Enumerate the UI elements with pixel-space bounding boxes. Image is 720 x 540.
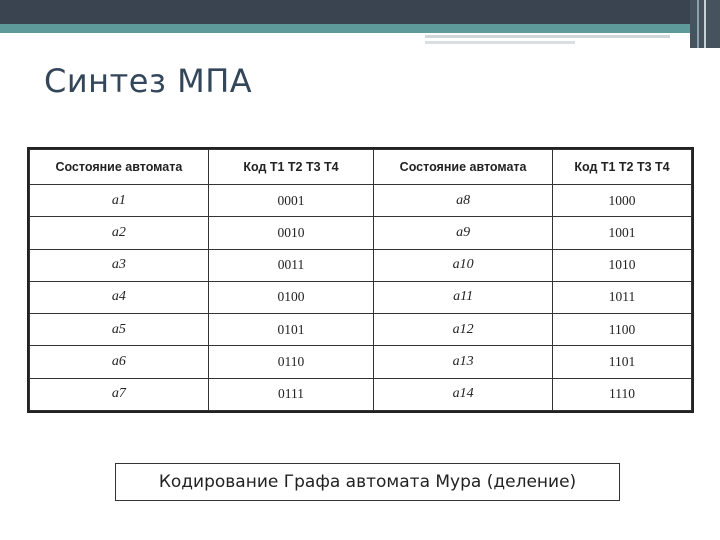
code-cell: 1100 (552, 314, 691, 346)
table-row (30, 314, 692, 346)
slide-title: Синтез МПА (44, 62, 253, 100)
state-cell: a13 (374, 346, 553, 378)
table-row (30, 281, 692, 313)
state-cell: a5 (30, 314, 209, 346)
state-cell: a12 (374, 314, 553, 346)
table-row (30, 217, 692, 249)
header-corner-stripe (704, 0, 706, 48)
caption-text: Кодирование Графа автомата Мура (деление) (158, 472, 577, 492)
code-cell: 0001 (208, 185, 374, 217)
code-cell: 0101 (208, 314, 374, 346)
code-cell: 1110 (552, 378, 691, 410)
state-cell: a1 (30, 185, 209, 217)
code-cell: 1001 (552, 217, 691, 249)
header-band-accent (0, 24, 690, 33)
state-cell: a6 (30, 346, 209, 378)
header-code-left: Код T1 T2 T3 T4 (208, 150, 374, 185)
state-cell: a4 (30, 281, 209, 313)
header-light-line (425, 35, 670, 38)
table-row (30, 346, 692, 378)
state-cell: a7 (30, 378, 209, 410)
code-cell: 0111 (208, 378, 374, 410)
header-code-right: Код T1 T2 T3 T4 (552, 150, 691, 185)
state-cell: a8 (374, 185, 553, 217)
state-code-table-grid (29, 149, 692, 411)
state-cell: a2 (30, 217, 209, 249)
state-cell: a14 (374, 378, 553, 410)
header-state-right: Состояние автомата (374, 150, 553, 185)
code-cell: 0010 (208, 217, 374, 249)
code-cell: 1000 (552, 185, 691, 217)
table-row (30, 249, 692, 281)
code-cell: 0110 (208, 346, 374, 378)
state-code-table (27, 147, 694, 413)
state-cell: a9 (374, 217, 553, 249)
code-cell: 1101 (552, 346, 691, 378)
header-band-dark (0, 0, 720, 24)
table-row (30, 185, 692, 217)
state-cell: a3 (30, 249, 209, 281)
state-cell: a11 (374, 281, 553, 313)
caption-box (115, 463, 620, 501)
header-light-line (425, 41, 575, 44)
code-cell: 0100 (208, 281, 374, 313)
table-row (30, 378, 692, 410)
code-cell: 1010 (552, 249, 691, 281)
code-cell: 1011 (552, 281, 691, 313)
header-corner-stripe (697, 0, 699, 48)
header-state-left: Состояние автомата (30, 150, 209, 185)
state-cell: a10 (374, 249, 553, 281)
code-cell: 0011 (208, 249, 374, 281)
table-header-row (30, 150, 692, 185)
